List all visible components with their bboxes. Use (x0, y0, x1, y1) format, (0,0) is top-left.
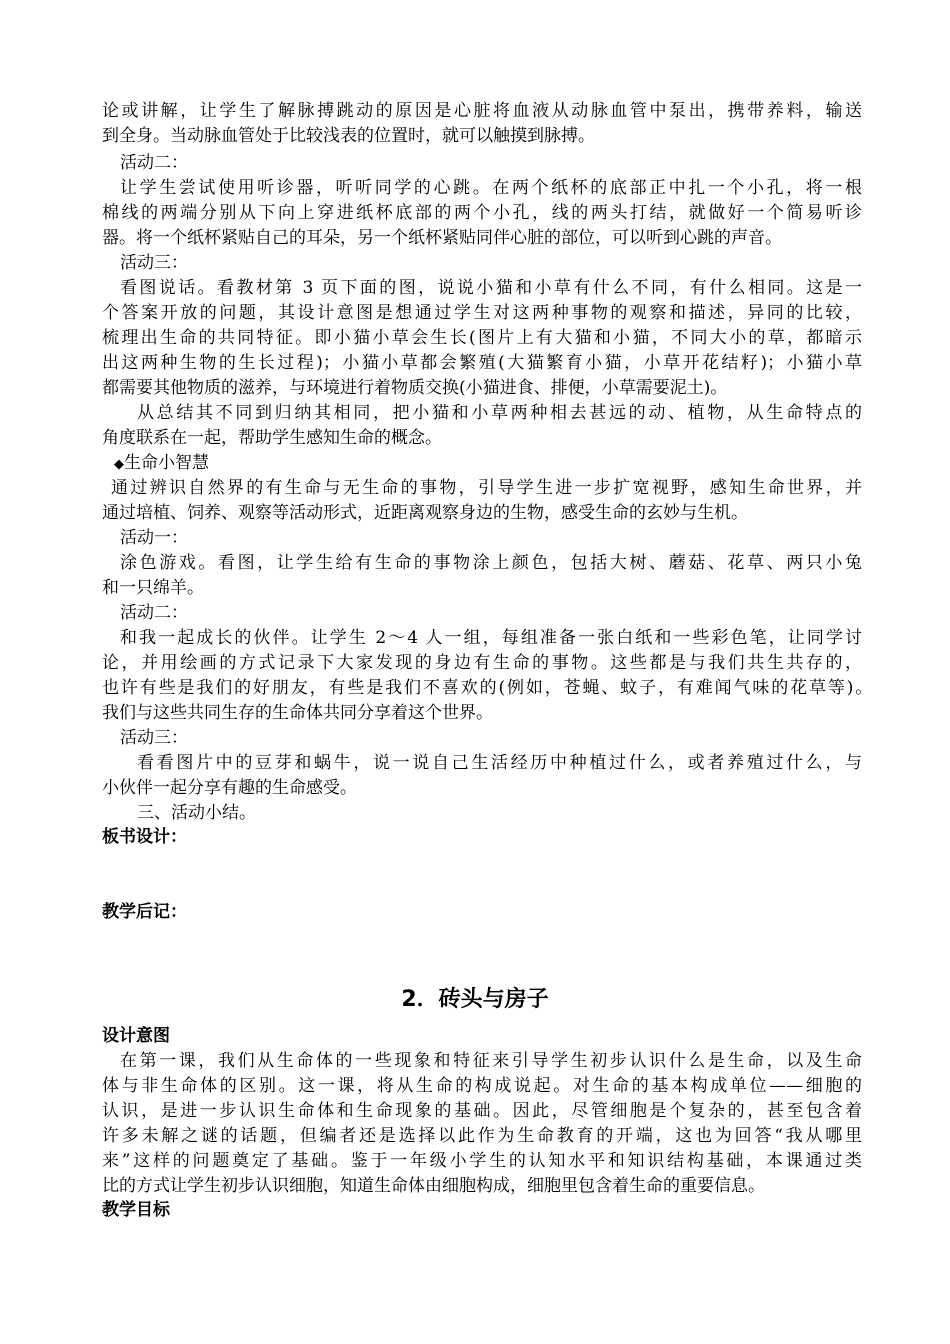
text-line: 来”这样的问题奠定了基础。鉴于一年级小学生的认知水平和知识结构基础，本课通过类 (102, 1151, 862, 1171)
text-line: 器。将一个纸杯紧贴自己的耳朵，另一个纸杯紧贴同伴心脏的部位，可以听到心跳的声音。 (102, 228, 782, 248)
text-line: 也许有些是我们的好朋友，有些是我们不喜欢的(例如，苍蝇、蚊子，有难闻气味的花草等)。 (102, 678, 872, 698)
text-line: 和我一起成长的伙伴。让学生 2～4 人一组，每组准备一张白纸和一些彩色笔，让同学讨 (120, 628, 862, 648)
wisdom-title: 生命小智慧 (124, 453, 209, 473)
diamond-bullet-icon: ◆ (114, 457, 124, 472)
text-line: 通过培植、饲养、观察等活动形式，近距离观察身边的生物，感受生命的玄妙与生机。 (102, 503, 748, 523)
text-line: 论，并用绘画的方式记录下大家发现的身边有生命的事物。这些都是与我们共生共存的， (102, 653, 862, 673)
text-line: 小伙伴一起分享有趣的生命感受。 (102, 778, 357, 798)
activity-label: 活动一： (120, 528, 188, 548)
text-line: 让学生尝试使用听诊器，听听同学的心跳。在两个纸杯的底部正中扎一个小孔，将一根 (120, 178, 862, 198)
text-line: 都需要其他物质的滋养，与环境进行着物质交换(小猫进食、排便，小草需要泥土)。 (102, 378, 728, 398)
text-line: 到全身。当动脉血管处于比较浅表的位置时，就可以触摸到脉搏。 (102, 126, 595, 146)
text-line: 梳理出生命的共同特征。即小猫小草会生长(图片上有大猫和小猫，不同大小的草，都暗示 (102, 328, 862, 348)
text-line: 从总结其不同到归纳其相同，把小猫和小草两种相去甚远的动、植物，从生命特点的 (137, 403, 862, 423)
text-line: 认识，是进一步认识生命体和生命现象的基础。因此，尽管细胞是个复杂的，甚至包含着 (102, 1101, 862, 1121)
summary-text: 三、活动小结。 (137, 803, 256, 823)
activity-label: 活动三： (120, 728, 188, 748)
text-line: 棉线的两端分别从下向上穿进纸杯底部的两个小孔，线的两头打结，就做好一个简易听诊 (102, 203, 862, 223)
text-line: 涂色游戏。看图，让学生给有生命的事物涂上颜色，包括大树、蘑菇、花草、两只小兔 (120, 553, 862, 573)
text-line: 通过辨识自然界的有生命与无生命的事物，引导学生进一步扩宽视野，感知生命世界，并 (111, 478, 862, 498)
text-line: 个答案开放的问题，其设计意图是想通过学生对这两种事物的观察和描述，异同的比较， (102, 303, 862, 323)
lesson-title: 2．砖头与房子 (401, 987, 549, 1012)
section-heading (114, 452, 874, 476)
text-line: 看看图片中的豆芽和蜗牛，说一说自己生活经历中种植过什么，或者养殖过什么，与 (137, 753, 862, 773)
text-line: 看图说话。看教材第 3 页下面的图，说说小猫和小草有什么不同，有什么相同。这是一 (120, 278, 862, 298)
text-line: 和一只绵羊。 (102, 578, 204, 598)
text-line: 论或讲解，让学生了解脉搏跳动的原因是心脏将血液从动脉血管中泵出，携带养料，输送 (102, 101, 862, 121)
text-line: 体与非生命体的区别。这一课，将从生命的构成说起。对生命的基本构成单位——细胞的 (102, 1076, 862, 1096)
text-line: 角度联系在一起，帮助学生感知生命的概念。 (102, 428, 442, 448)
text-line: 在第一课，我们从生命体的一些现象和特征来引导学生初步认识什么是生命，以及生命 (120, 1051, 862, 1071)
teaching-notes-heading: 教学后记： (102, 902, 187, 922)
activity-label: 活动三： (120, 253, 188, 273)
text-line: 比的方式让学生初步认识细胞，知道生命体由细胞构成，细胞里包含着生命的重要信息。 (102, 1176, 765, 1196)
activity-label: 活动二： (120, 153, 188, 173)
text-line: 我们与这些共同生存的生命体共同分享着这个世界。 (102, 703, 493, 723)
design-intent-heading: 设计意图 (102, 1026, 170, 1046)
teaching-goals-heading: 教学目标 (102, 1200, 170, 1220)
board-design-heading: 板书设计： (102, 827, 187, 847)
text-line: 许多未解之谜的话题，但编者还是选择以此作为生命教育的开端，这也为回答“我从哪里 (102, 1126, 862, 1146)
activity-label: 活动二： (120, 603, 188, 623)
text-line: 出这两种生物的生长过程)；小猫小草都会繁殖(大猫繁育小猫，小草开花结籽)；小猫小草 (102, 353, 862, 373)
